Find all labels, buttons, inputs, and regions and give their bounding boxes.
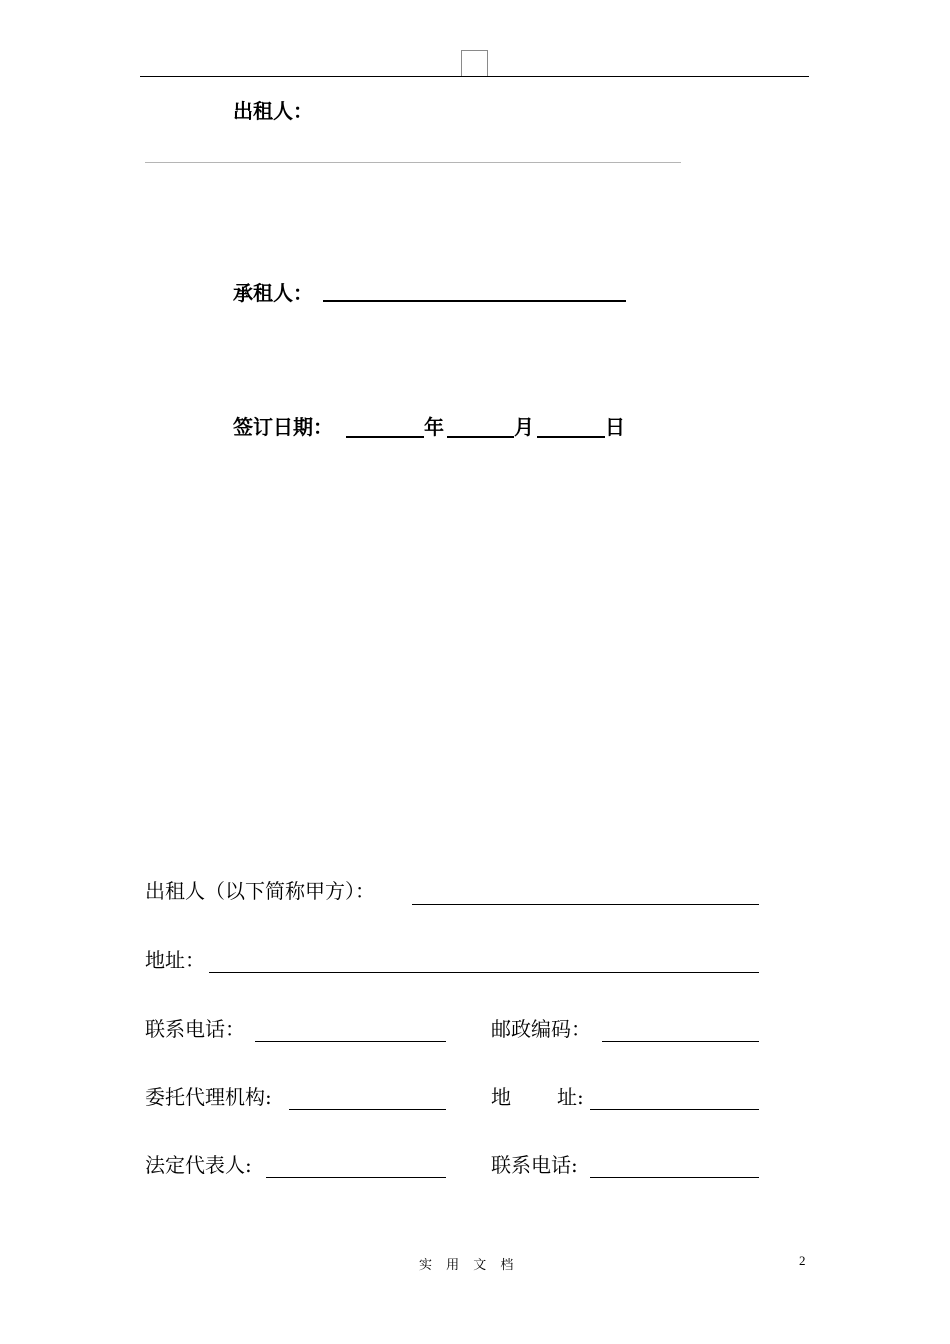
legal-rep-label: 法定代表人: (145, 1153, 252, 1177)
agency-address-label-first: 地 (491, 1085, 511, 1109)
legal-rep-blank[interactable] (266, 1177, 446, 1178)
signing-day-blank[interactable] (537, 436, 605, 438)
agency-blank[interactable] (289, 1109, 446, 1110)
header-tab-box (461, 50, 488, 76)
agency-label: 委托代理机构: (145, 1085, 272, 1109)
page-number: 2 (799, 1253, 806, 1268)
party-lessor-label: 出租人（以下简称甲方）： (145, 879, 375, 903)
party-postal-code-blank[interactable] (602, 1041, 759, 1042)
agency-address-blank[interactable] (590, 1109, 759, 1110)
signing-month-unit: 月 (514, 415, 534, 439)
party-address-blank[interactable] (209, 972, 759, 973)
party-phone-blank[interactable] (255, 1041, 446, 1042)
legal-rep-phone-label: 联系电话: (491, 1153, 578, 1177)
party-address-label: 地址： (145, 948, 205, 972)
footer-text: 实 用 文 档 (419, 1258, 519, 1273)
signing-year-unit: 年 (424, 415, 444, 439)
cover-lessee-blank[interactable] (323, 300, 626, 302)
party-postal-code-label: 邮政编码： (491, 1017, 591, 1041)
signing-year-blank[interactable] (346, 436, 424, 438)
party-lessor-blank[interactable] (412, 904, 759, 905)
signing-month-blank[interactable] (447, 436, 514, 438)
legal-rep-phone-blank[interactable] (590, 1177, 759, 1178)
signing-date-label: 签订日期： (233, 415, 333, 439)
signing-day-unit: 日 (605, 415, 625, 439)
header-rule (140, 76, 809, 77)
agency-address-label-second: 址: (557, 1085, 584, 1109)
cover-lessee-label: 承租人： (233, 281, 313, 305)
party-phone-label: 联系电话： (145, 1017, 245, 1041)
cover-lessor-rule (145, 162, 681, 163)
cover-lessor-label: 出租人： (233, 99, 313, 123)
